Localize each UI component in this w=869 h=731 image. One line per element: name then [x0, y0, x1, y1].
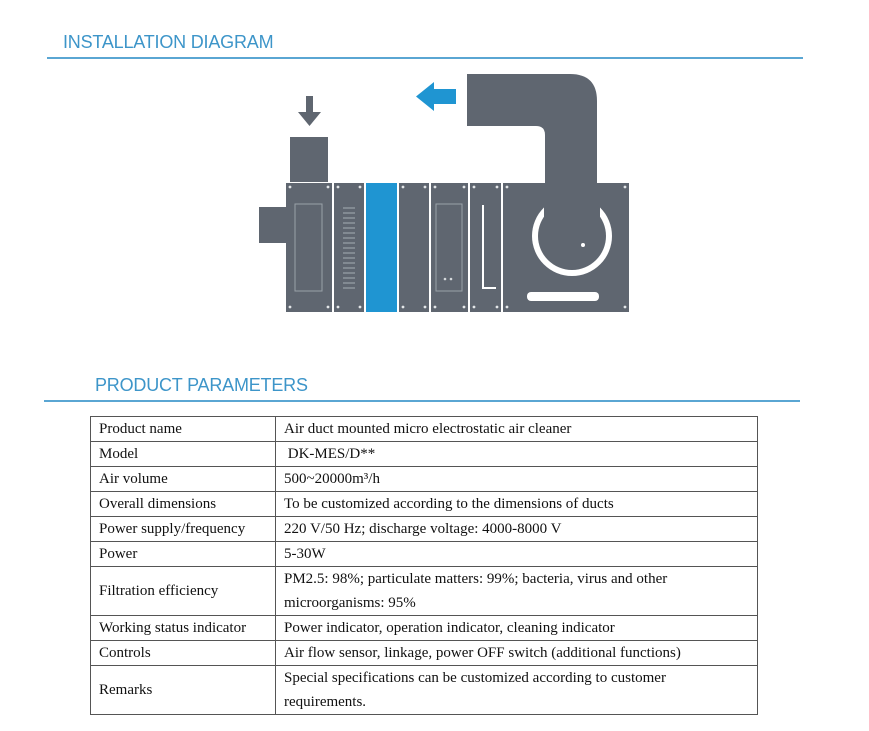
param-value: To be customized according to the dimensions of ducts [276, 492, 758, 517]
table-row [91, 567, 758, 616]
installation-diagram [250, 70, 640, 320]
param-value: 220 V/50 Hz; discharge voltage: 4000-8000 V [276, 517, 758, 542]
param-value: 5-30W [276, 542, 758, 567]
param-label: Product name [91, 417, 276, 442]
product-parameters-title: PRODUCT PARAMETERS [95, 375, 308, 395]
param-label: Air volume [91, 467, 276, 492]
table-row [91, 542, 758, 567]
filter-section [366, 183, 397, 312]
param-value: Power indicator, operation indicator, cleaning indicator [276, 616, 758, 641]
param-label: Model [91, 442, 276, 467]
param-label: Working status indicator [91, 616, 276, 641]
param-value: 500~20000m³/h [276, 467, 758, 492]
installation-diagram-title: INSTALLATION DIAGRAM [63, 32, 274, 52]
parameters-divider [44, 400, 800, 402]
down-arrow-icon [298, 96, 321, 126]
param-value: Special specifications can be customized according to customer requirements. [276, 666, 758, 715]
table-row [91, 616, 758, 641]
duct-icon [467, 74, 597, 187]
param-value: Air duct mounted micro electrostatic air cleaner [276, 417, 758, 442]
param-label: Power [91, 542, 276, 567]
table-row [91, 641, 758, 666]
table-row [91, 467, 758, 492]
param-label: Overall dimensions [91, 492, 276, 517]
side-inlet [259, 207, 287, 243]
left-arrow-icon [416, 82, 456, 111]
parameters-table [90, 416, 758, 715]
param-value: Air flow sensor, linkage, power OFF switch (additional functions) [276, 641, 758, 666]
param-label: Controls [91, 641, 276, 666]
section-6 [470, 183, 501, 312]
section-1 [286, 183, 332, 312]
table-row [91, 442, 758, 467]
param-value: PM2.5: 98%; particulate matters: 99%; bacteria, virus and other microorganisms: 95% [276, 567, 758, 616]
table-row [91, 417, 758, 442]
table-row [91, 666, 758, 715]
inlet-box [290, 137, 328, 182]
param-value: DK-MES/D** [276, 442, 758, 467]
section-4 [399, 183, 429, 312]
param-label: Filtration efficiency [91, 567, 276, 616]
table-row [91, 517, 758, 542]
installation-divider [47, 57, 803, 59]
table-row [91, 492, 758, 517]
param-label: Remarks [91, 666, 276, 715]
param-label: Power supply/frequency [91, 517, 276, 542]
